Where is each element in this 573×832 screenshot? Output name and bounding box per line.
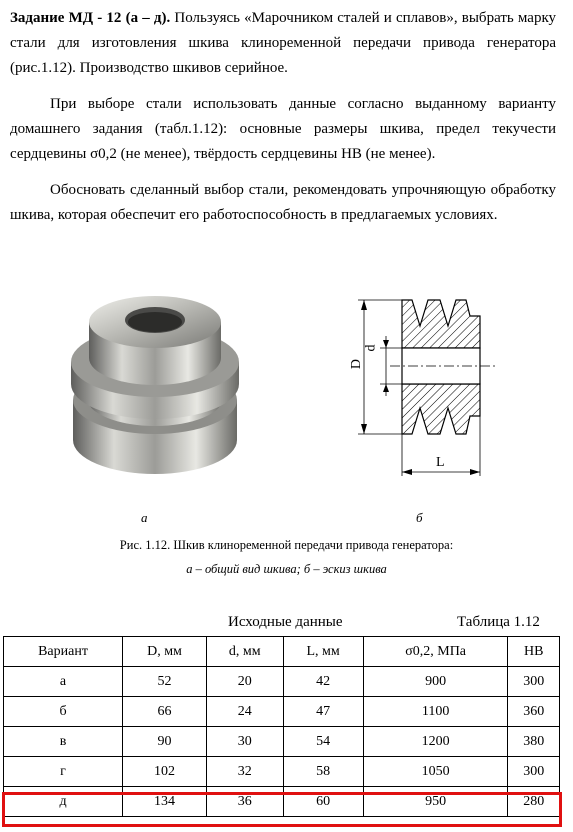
figure-caption-1: Рис. 1.12. Шкив клиноременной передачи привода генератора: bbox=[119, 538, 454, 552]
data-table bbox=[3, 636, 560, 817]
cell: 24 bbox=[206, 697, 283, 727]
cell: б bbox=[4, 697, 123, 727]
figure-label-b: б bbox=[416, 510, 423, 525]
task-text-1: Пользуясь «Марочником сталей и сплавов», выбрать марку стали для изготовления шкива клиноременной передачи привода генератора (рис.1.12). Производство шкивов серийное. bbox=[10, 10, 557, 76]
cell: 47 bbox=[283, 697, 363, 727]
cell: г bbox=[4, 757, 123, 787]
col-D: D, мм bbox=[123, 637, 207, 667]
cell: 58 bbox=[283, 757, 363, 787]
cell: а bbox=[4, 667, 123, 697]
cell: 42 bbox=[283, 667, 363, 697]
cell: 1100 bbox=[363, 697, 508, 727]
cell: 66 bbox=[123, 697, 207, 727]
cell: 280 bbox=[508, 787, 560, 817]
cell: в bbox=[4, 727, 123, 757]
cell: 1200 bbox=[363, 727, 508, 757]
figure-label-a: а bbox=[141, 510, 148, 525]
cell: 60 bbox=[283, 787, 363, 817]
task-paragraph-3: Обосновать сделанный выбор стали, рекомендовать упрочняющую обработку шкива, которая обеспечит его работоспособность в предлагаемых условиях. bbox=[10, 182, 556, 223]
table-header-row bbox=[4, 637, 560, 667]
cell: 52 bbox=[123, 667, 207, 697]
table-row-highlighted bbox=[4, 787, 560, 817]
cell: 20 bbox=[206, 667, 283, 697]
table-row bbox=[4, 757, 560, 787]
cell: 54 bbox=[283, 727, 363, 757]
cell: 300 bbox=[508, 667, 560, 697]
col-L: L, мм bbox=[283, 637, 363, 667]
pulley-photo bbox=[55, 292, 255, 482]
dim-label-D: D bbox=[349, 358, 365, 370]
task-title: Задание МД - 12 (а – д). bbox=[10, 10, 171, 26]
col-yield: σ0,2, МПа bbox=[363, 637, 508, 667]
table-row bbox=[4, 667, 560, 697]
table-heading: Исходные данные bbox=[228, 614, 343, 630]
pulley-sketch bbox=[330, 286, 505, 486]
cell: 950 bbox=[363, 787, 508, 817]
figure-caption-2: а – общий вид шкива; б – эскиз шкива bbox=[186, 562, 387, 576]
task-paragraph-2: При выборе стали использовать данные согласно выданному варианту домашнего задания (табл.1.12): основные размеры шкива, предел текучести сердцевины σ0,2 (не менее), твёрдость сердцевины НВ (не менее). bbox=[10, 96, 556, 162]
cell: 900 bbox=[363, 667, 508, 697]
cell: 1050 bbox=[363, 757, 508, 787]
cell: 90 bbox=[123, 727, 207, 757]
cell: 134 bbox=[123, 787, 207, 817]
task-paragraph-1 bbox=[10, 6, 556, 81]
dim-label-d: d bbox=[363, 344, 379, 352]
dim-label-L: L bbox=[436, 455, 445, 470]
col-variant: Вариант bbox=[4, 637, 123, 667]
col-HB: HB bbox=[508, 637, 560, 667]
cell: 36 bbox=[206, 787, 283, 817]
cell: 300 bbox=[508, 757, 560, 787]
cell: 30 bbox=[206, 727, 283, 757]
col-d: d, мм bbox=[206, 637, 283, 667]
cell: 32 bbox=[206, 757, 283, 787]
table-number: Таблица 1.12 bbox=[457, 614, 540, 630]
cell: д bbox=[4, 787, 123, 817]
cell: 360 bbox=[508, 697, 560, 727]
table-row bbox=[4, 727, 560, 757]
cell: 102 bbox=[123, 757, 207, 787]
cell: 380 bbox=[508, 727, 560, 757]
table-row bbox=[4, 697, 560, 727]
